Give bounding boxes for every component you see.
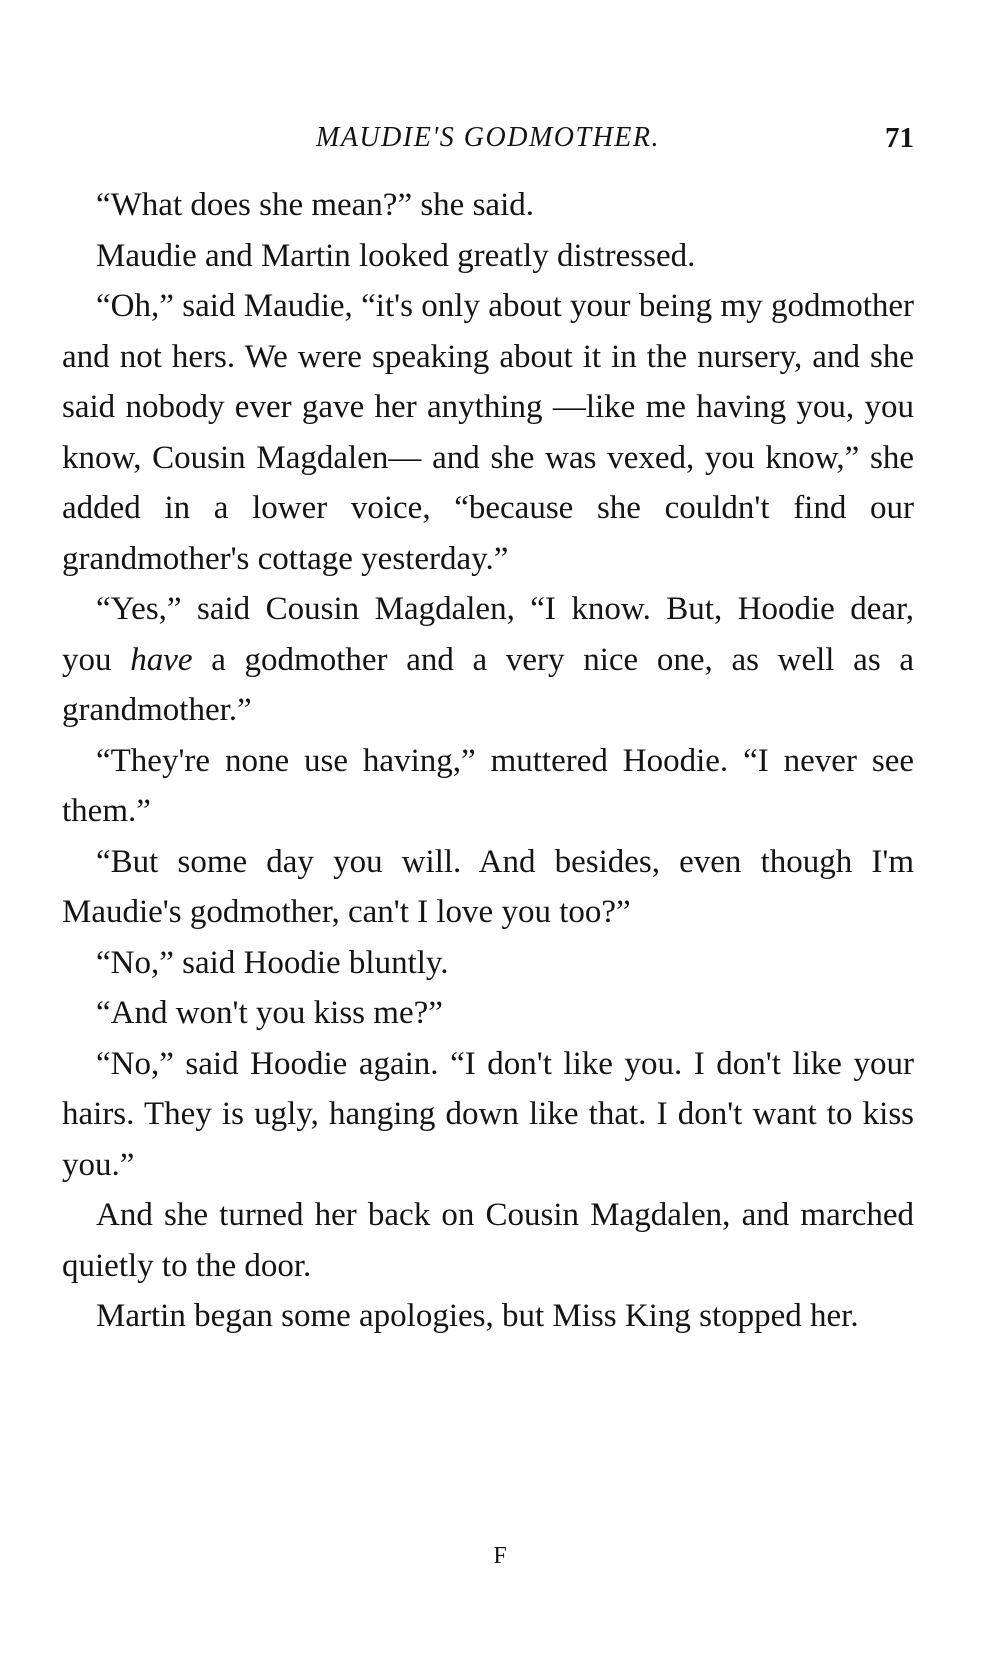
- paragraph: “What does she mean?” she said.: [96, 187, 534, 223]
- paragraph: “They're none use having,” muttered Hoodie. “I never see them.”: [62, 742, 914, 829]
- paragraph: “No,” said Hoodie bluntly.: [96, 944, 449, 981]
- running-head: [62, 122, 914, 162]
- paragraph-text: a godmother and a very nice one, as well as a grandmother.”: [62, 641, 914, 728]
- paragraph: “But some day you will. And besides, even though I'm Maudie's godmother, can't I love you too?”: [62, 843, 914, 930]
- paragraph: “And won't you kiss me?”: [96, 995, 443, 1031]
- page-number: 71: [885, 122, 914, 154]
- signature-mark: F: [493, 1543, 507, 1569]
- paragraph: “Oh,” said Maudie, “it's only about your being my godmother and not hers. We were speaking about it in the nursery, and she said nobody ever gave her anything —like me having you, you know, Cousin Magdalen— and she was vexed, you know,” she added in a lower voice, “because she couldn't find our grandmother's cottage yesterday.”: [62, 288, 914, 577]
- running-title: MAUDIE'S GODMOTHER.: [316, 122, 660, 153]
- paragraph: [62, 584, 914, 736]
- paragraph: And she turned her back on Cousin Magdalen, and marched quietly to the door.: [62, 1197, 914, 1284]
- paragraph-text: “Yes,” said Cousin Magdalen, “I know. But, Hoodie dear, you: [62, 591, 914, 678]
- paragraph: Martin began some apologies, but Miss King stopped her.: [96, 1298, 859, 1334]
- paragraph: “No,” said Hoodie again. “I don't like you. I don't like your hairs. They is ugly, hanging down like that. I don't want to kiss you.”: [62, 1045, 914, 1183]
- body-text: [62, 180, 914, 1342]
- paragraph: Maudie and Martin looked greatly distressed.: [96, 237, 696, 274]
- emphasized-word: have: [130, 641, 193, 678]
